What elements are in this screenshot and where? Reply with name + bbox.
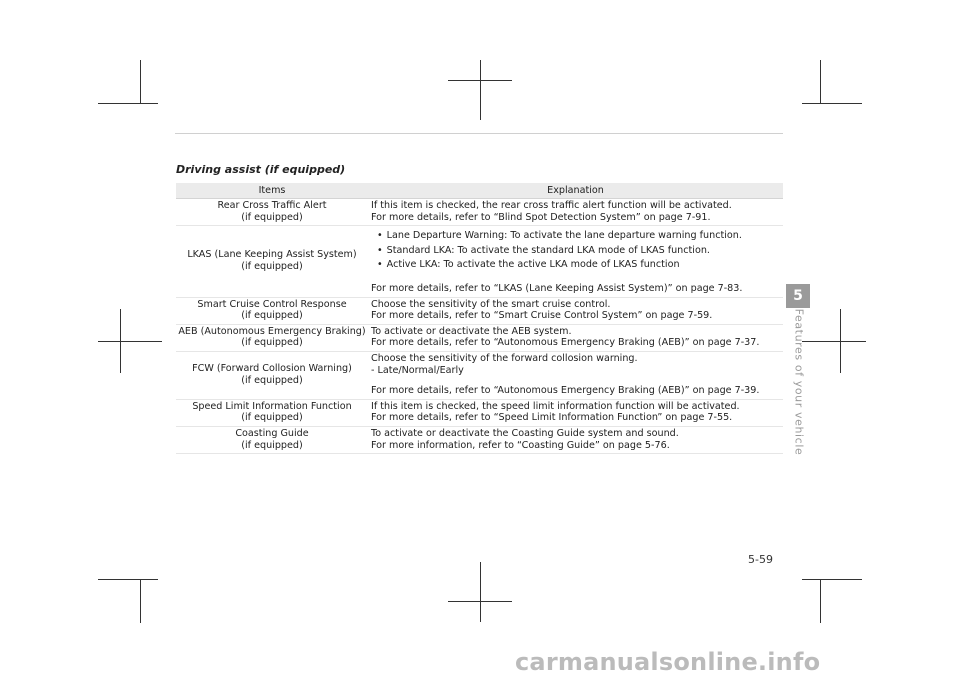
item-cell: LKAS (Lane Keeping Assist System) (if equipped) <box>176 226 368 297</box>
item-cell: FCW (Forward Collosion Warning) (if equipped) <box>176 351 368 399</box>
chapter-tab: 5 <box>786 284 810 308</box>
watermark: carmanualsonline.info <box>515 648 821 676</box>
page-number: 5-59 <box>748 553 773 566</box>
table-row <box>176 426 783 453</box>
explanation-cell: If this item is checked, the rear cross traffic alert function will be activated. For more details, refer to “Blind Spot Detection System” on page 7-91. <box>368 199 783 226</box>
item-cell: AEB (Autonomous Emergency Braking) (if equipped) <box>176 324 368 351</box>
column-header-explanation: Explanation <box>368 183 783 199</box>
list-item: • Active LKA: To activate the active LKA mode of LKAS function <box>371 259 783 271</box>
explanation-cell: • Lane Departure Warning: To activate the lane departure warning function. • Standard LKA: To activate the standard LKA mode of LKAS function. • Active LKA: To activate the active LKA mode of LKAS function For more details, refer to “LKAS (Lane Keeping Assist System)” on page 7-83. <box>368 226 783 297</box>
table-row <box>176 199 783 226</box>
table-row <box>176 226 783 297</box>
item-cell: Rear Cross Traffic Alert (if equipped) <box>176 199 368 226</box>
table-row <box>176 324 783 351</box>
list-item: • Standard LKA: To activate the standard LKA mode of LKAS function. <box>371 245 783 257</box>
explanation-cell: To activate or deactivate the Coasting Guide system and sound. For more information, refer to “Coasting Guide” on page 5-76. <box>368 426 783 453</box>
table-row <box>176 399 783 426</box>
item-cell: Speed Limit Information Function (if equipped) <box>176 399 368 426</box>
explanation-cell: To activate or deactivate the AEB system. For more details, refer to “Autonomous Emergency Braking (AEB)” on page 7-37. <box>368 324 783 351</box>
item-cell: Smart Cruise Control Response (if equipped) <box>176 297 368 324</box>
list-item: • Lane Departure Warning: To activate the lane departure warning function. <box>371 230 783 242</box>
header-rule <box>175 133 783 134</box>
driving-assist-table <box>176 183 783 454</box>
table-header-row <box>176 183 783 199</box>
section-title: Driving assist (if equipped) <box>176 163 346 176</box>
table-row <box>176 351 783 399</box>
table-row <box>176 297 783 324</box>
explanation-cell: If this item is checked, the speed limit information function will be activated. For more details, refer to “Speed Limit Information Function” on page 7-55. <box>368 399 783 426</box>
explanation-cell: Choose the sensitivity of the smart cruise control. For more details, refer to “Smart Cruise Control System” on page 7-59. <box>368 297 783 324</box>
chapter-title: Features of your vehicle <box>792 308 806 456</box>
explanation-cell: Choose the sensitivity of the forward collosion warning. - Late/Normal/Early For more details, refer to “Autonomous Emergency Braking (AEB)” on page 7-39. <box>368 351 783 399</box>
item-cell: Coasting Guide (if equipped) <box>176 426 368 453</box>
column-header-items: Items <box>176 183 368 199</box>
